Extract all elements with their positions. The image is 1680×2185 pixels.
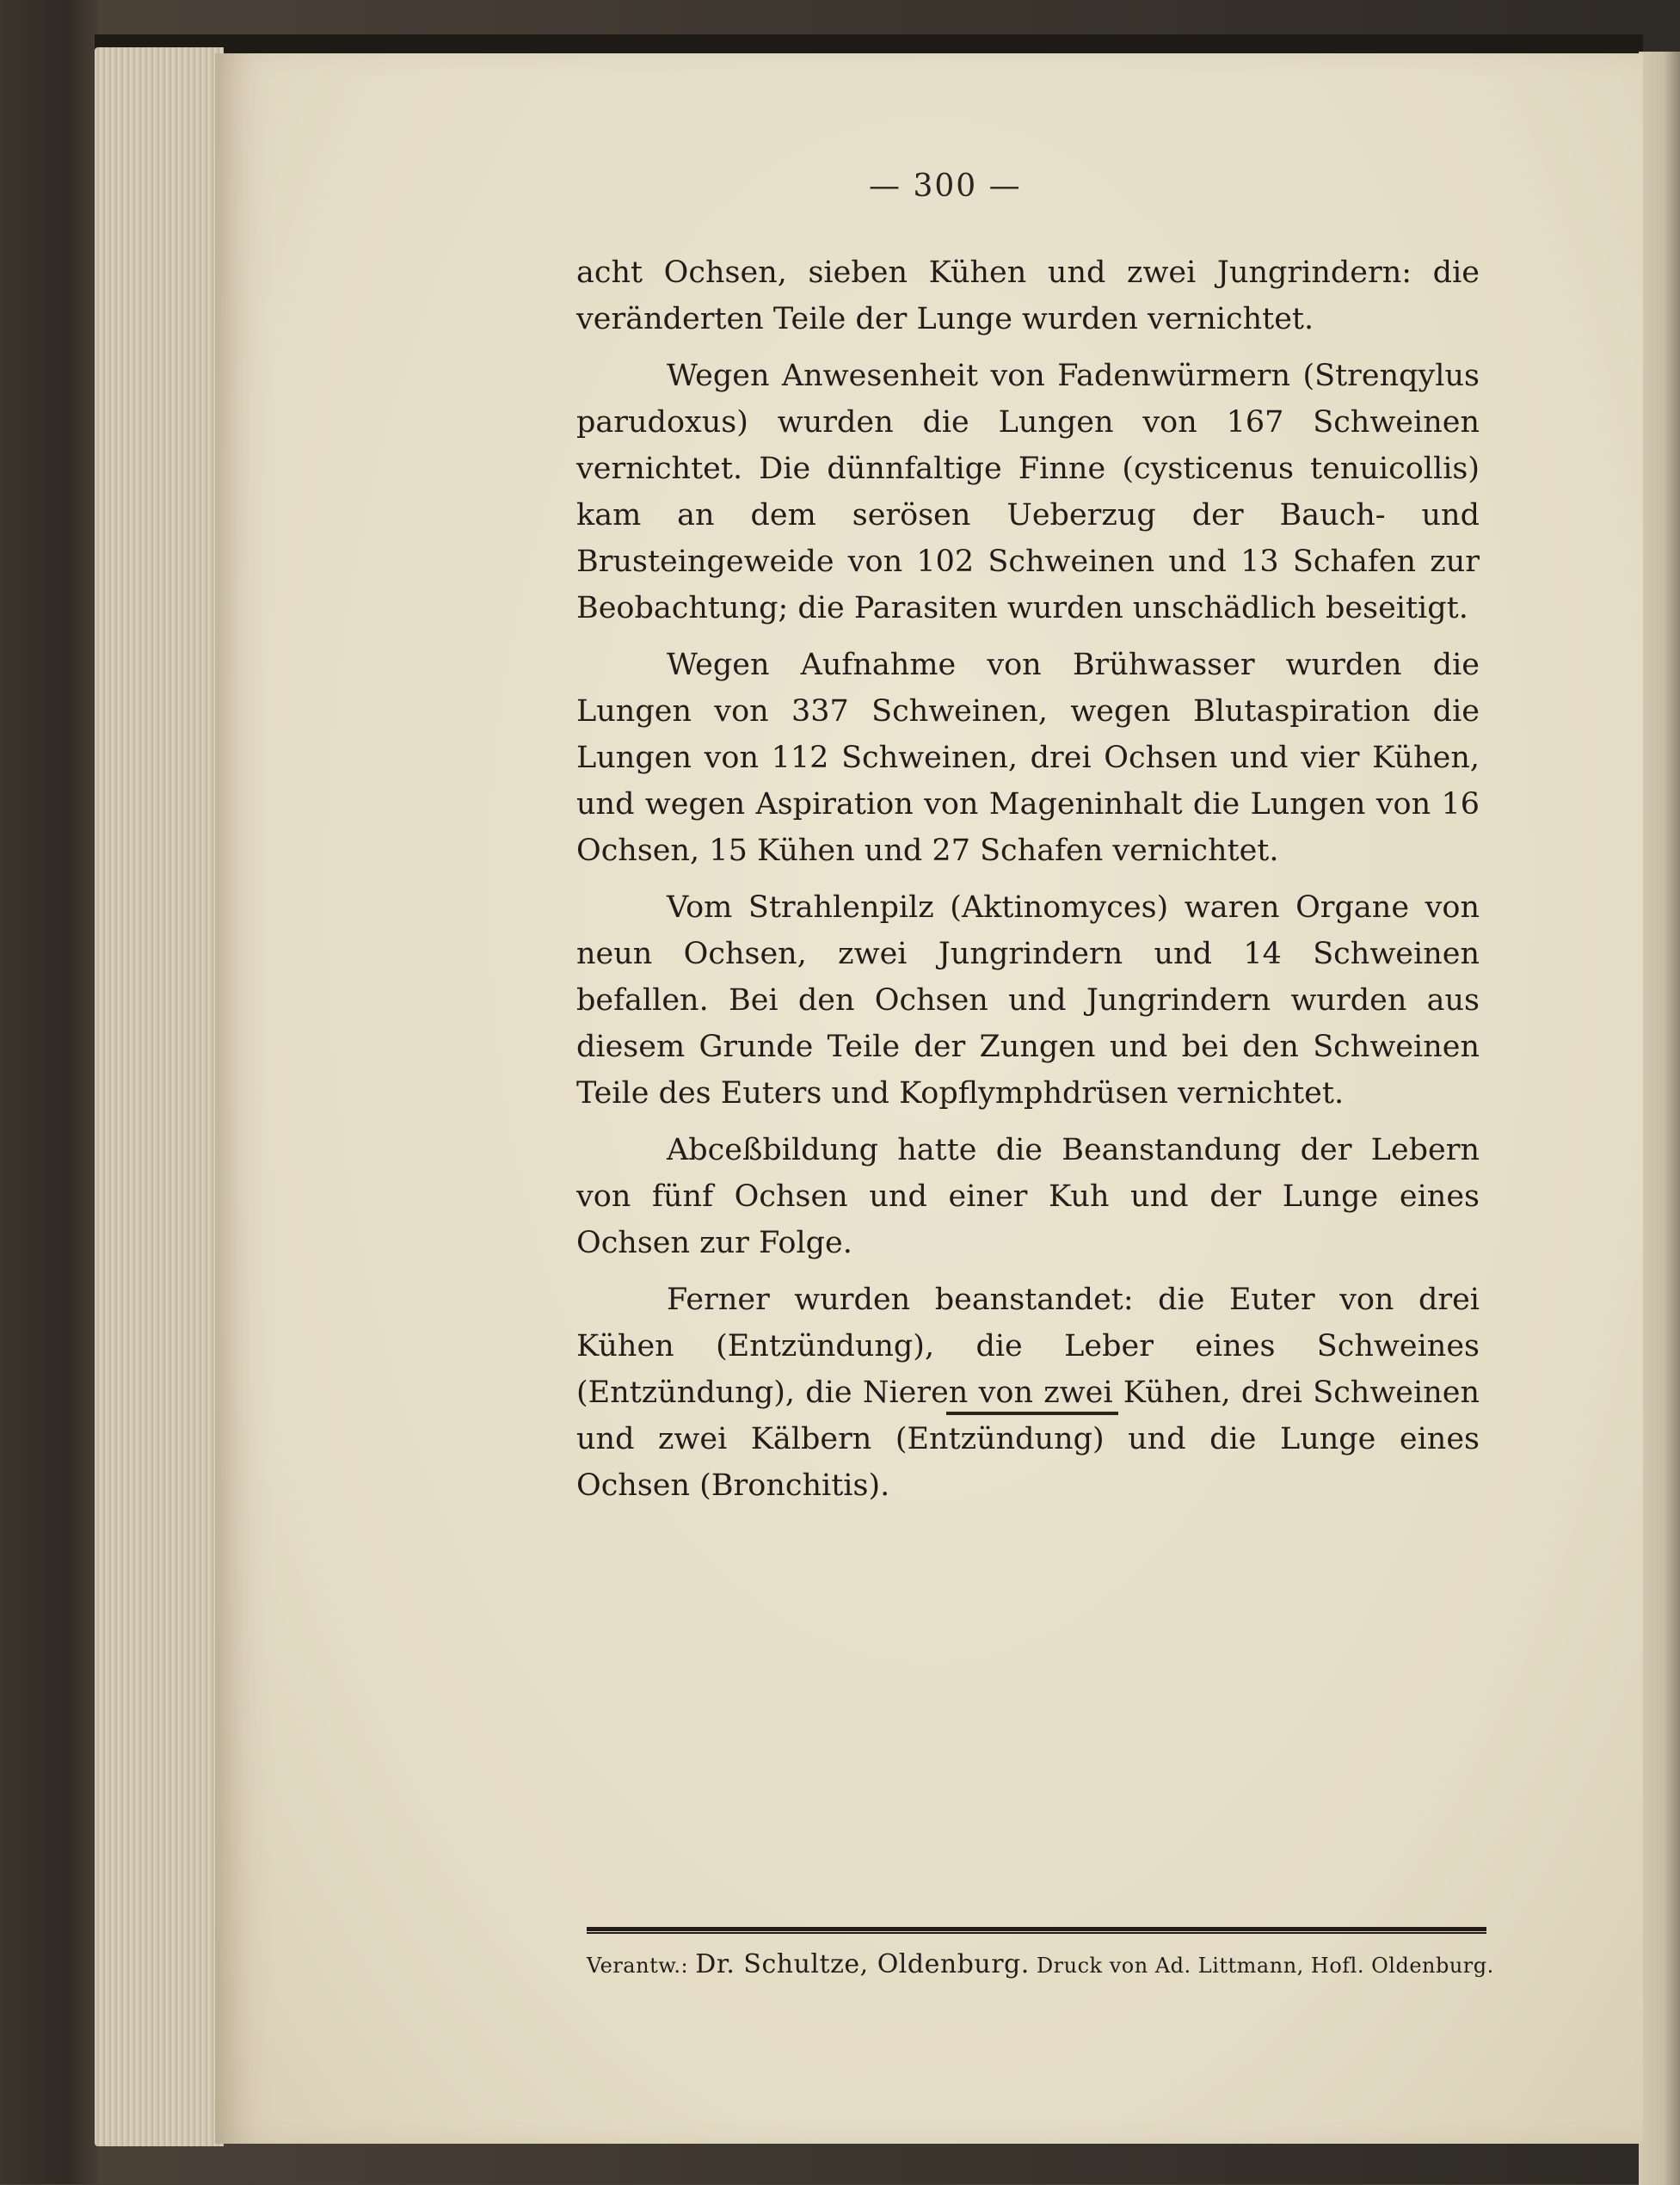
imprint-prefix: Verantw.: xyxy=(587,1954,689,1978)
footer-rule xyxy=(587,1927,1486,1934)
page-stack-right xyxy=(1639,52,1680,2185)
imprint-editor: Dr. Schultze, Oldenburg. xyxy=(695,1949,1030,1979)
paragraph-5: Abceßbildung hatte die Beanstandung der Lebern von fünf Ochsen und einer Kuh und der Lunge eines Ochsen zur Folge. xyxy=(576,1133,1480,1260)
paragraph-1: acht Ochsen, sieben Kühen und zwei Jungrindern: die veränderten Teile der Lunge wurden vernichtet. xyxy=(576,255,1480,336)
paragraph-4: Vom Strahlenpilz (Aktinomyces) waren Organe von neun Ochsen, zwei Jungrindern und 14 Schweinen befallen. Bei den Ochsen und Jungrindern wurden aus diesem Grunde Teile der Zungen und bei den Schweinen Teile des Euters und Kopflymphdrüsen vernichtet. xyxy=(576,890,1480,1111)
paragraph-3: Wegen Aufnahme von Brühwasser wurden die Lungen von 337 Schweinen, wegen Blutaspiration die Lungen von 112 Schweinen, drei Ochsen und vier Kühen, und wegen Aspiration von Mageninhalt die Lungen von 16 Ochsen, 15 Kühen und 27 Schafen vernichtet. xyxy=(576,648,1480,868)
imprint-footer xyxy=(587,1949,1494,1979)
imprint-printer: Druck von Ad. Littmann, Hofl. Oldenburg. xyxy=(1036,1954,1494,1978)
section-divider xyxy=(946,1412,1118,1415)
paragraph-6: Ferner wurden beanstandet: die Euter von drei Kühen (Entzündung), die Leber eines Schweines (Entzündung), die Nieren von zwei Kühen, drei Schweinen und zwei Kälbern (Entzündung) und die Lunge eines Ochsen (Bronchitis). xyxy=(576,1283,1480,1503)
paragraph-2: Wegen Anwesenheit von Fadenwürmern (Strenqylus parudoxus) wurden die Lungen von 167 Schweinen vernichtet. Die dünnfaltige Finne (cysticenus tenuicollis) kam an dem serösen Ueberzug der Bauch- und Brusteingeweide von 102 Schweinen und 13 Schafen zur Beobachtung; die Parasiten wurden unschädlich beseitigt. xyxy=(576,359,1480,625)
body-text xyxy=(576,249,1480,1519)
page-number: — 300 — xyxy=(869,169,1022,204)
page-stack-left xyxy=(95,47,224,2146)
